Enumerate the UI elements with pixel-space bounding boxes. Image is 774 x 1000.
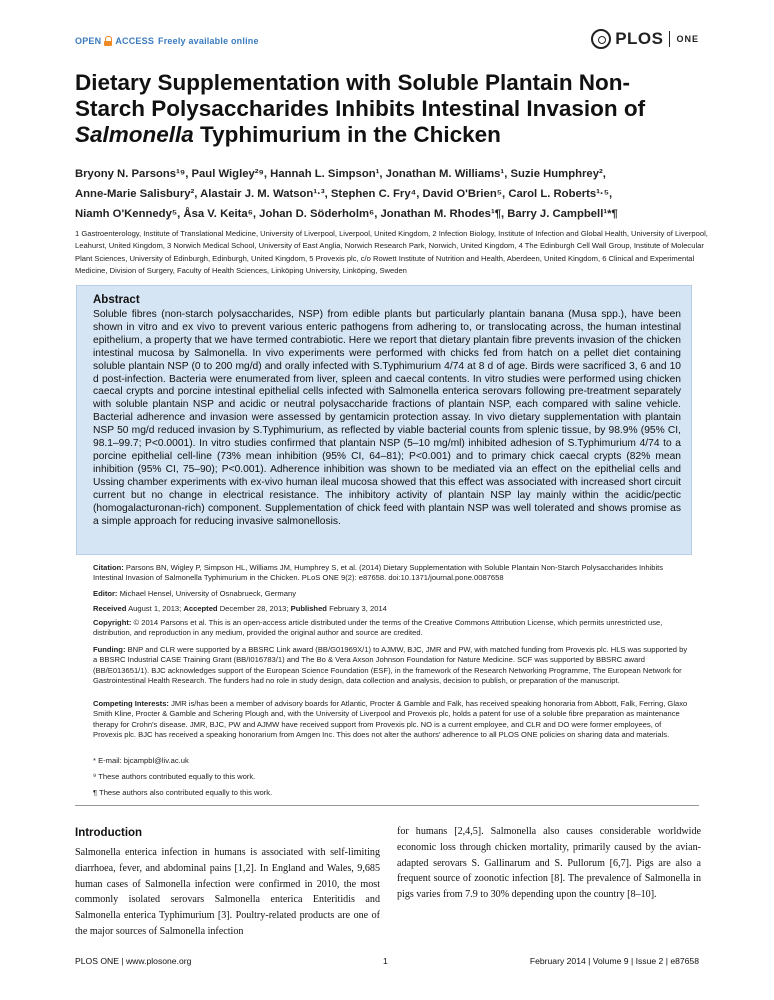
footer-issue: February 2014 | Volume 9 | Issue 2 | e87658 <box>529 956 699 966</box>
journal-logo <box>591 29 699 49</box>
author-line-1: Bryony N. Parsons¹⁹, Paul Wigley²⁹, Hannah L. Simpson¹, Jonathan M. Williams¹, Suzie Humphrey², <box>75 168 606 180</box>
published-date: February 3, 2014 <box>329 604 387 613</box>
access-label: ACCESS <box>115 36 155 46</box>
competing-label: Competing Interests: <box>93 699 169 708</box>
title-rest: Typhimurium in the Chicken <box>193 122 501 147</box>
received-label: Received <box>93 604 127 613</box>
affiliations: 1 Gastroenterology, Institute of Translational Medicine, University of Liverpool, Liverpool, United Kingdom, 2 Infection Biology, Institute of Infection and Global Health, University of Liverpool, Leahurst, United Kingdom, 3 Norwich Medical School, University of East Anglia, Norwich Research Park, Norwich, United Kingdom, 4 The Edinburgh Cell Wall Group, Institute of Molecular Plant Sciences, University of Edinburgh, Edinburgh, United Kingdom, 5 Provexis plc, c/o Rowett Institute of Nutrition and Health, Aberdeen, United Kingdom, 6 Clinical and Experimental Medicine, Division of Surgery, Faculty of Health Sciences, Linköping University, Linköping, Sweden <box>75 229 708 275</box>
accepted-date: December 28, 2013; <box>219 604 289 613</box>
plos-logo-icon <box>591 29 611 49</box>
funding-text: BNP and CLR were supported by a BBSRC Link award (BB/G01969X/1) to AJMW, BJC, JMR and PW, with matched funding from Provexis plc. HLS was supported by a BBSRC Industrial CASE Training Grant (BB/I016783/1) and The Bo & Vera Axson Johnson Foundation for Nature Medicine. SCF was supported by BBSRC award (BB/E013651/1). BJC acknowledges support of the European Science Foundation (ESF), in the framework of the Research Networking Programme, The European Network for Gastrointestinal Health Research. The funders had no role in study design, data collection and analysis, decision to publish, or preparation of the manuscript. <box>93 645 688 686</box>
intro-column-2: for humans [2,4,5]. Salmonella also causes considerable worldwide economic loss through chicken mortality, primarily caused by the avian-adapted serovars S. Gallinarum and S. Pullorum [6,7]. Pigs are also a frequent source of zoonotic infection [8]. The prevalence of Salmonella in pigs varies from 7.9 to 30% depending upon the country [8–10]. <box>397 826 701 901</box>
abstract-body: Soluble fibres (non-starch polysaccharides, NSP) from edible plants but particularly plantain banana (Musa spp.), have been shown in vitro and ex vivo to prevent various enteric pathogens from adhering to, or translocating across, the human intestinal epithelium, a property that we have termed contrabiotic. Here we report that dietary plantain fibre prevents invasion of the chicken intestinal mucosa by Salmonella. In vivo experiments were performed with chicks fed from hatch on a pellet diet containing soluble plantain NSP (0 to 200 mg/d) and orally infected with S.Typhimurium 4/74 at 8 d of age. Birds were sacrificed 3, 6 and 10 d post-infection. Bacteria were enumerated from liver, spleen and caecal contents. In vitro studies were performed using chicken caecal crypts and porcine intestinal epithelial cells infected with Salmonella enterica serovars following pre-treatment separately with soluble plantain NSP and acidic or neutral polysaccharide fractions of plantain NSP, each compared with saline vehicle. Bacterial adherence and invasion were assessed by gentamicin protection assay. In vivo dietary supplementation with plantain NSP 50 mg/d reduced invasion by S.Typhimurium, as reflected by viable bacterial counts from splenic tissue, by 98.9% (95% CI, 98.1–99.7; P<0.0001). In vitro studies confirmed that plantain NSP (5–10 mg/ml) inhibited adhesion of S.Typhimurium 4/74 to a porcine epithelial cell-line (73% mean inhibition (95% CI, 64–81); P<0.001) and to primary chick caecal crypts (82% mean inhibition (95% CI, 75–90); P<0.001). Adherence inhibition was shown to be mediated via an effect on the epithelial cells and Ussing chamber experiments with ex-vivo human ileal mucosa showed that this effect was associated with increased short circuit current but no change in electrical resistance. The inhibitory activity of plantain NSP lay mainly within the acidic/pectic (homogalacturonan-rich) component. Supplementation of chick feed with plantain NSP was well tolerated and shows promise as a simple approach for reducing invasive salmonellosis. <box>93 309 681 527</box>
citation-text: Parsons BN, Wigley P, Simpson HL, Williams JM, Humphrey S, et al. (2014) Dietary Supplementation with Soluble Plantain Non-Starch Polysaccharides Inhibits Intestinal Invasion of Salmonella Typhimurium in the Chicken. PLoS ONE 9(2): e87658. doi:10.1371/journal.pone.0087658 <box>93 563 664 583</box>
equal-contribution-1: ⁹ These authors contributed equally to this work. <box>93 772 256 781</box>
competing-interests <box>93 699 689 741</box>
copyright-text: © 2014 Parsons et al. This is an open-access article distributed under the terms of the Creative Commons Attribution License, which permits unrestricted use, distribution, and reproduction in any medium, provided the original author and source are credited. <box>93 618 663 638</box>
journal-suffix: ONE <box>676 34 699 44</box>
editor-label: Editor: <box>93 589 118 598</box>
editor-text: Michael Hensel, University of Osnabrueck, Germany <box>119 589 297 598</box>
equal-contribution-2: ¶ These authors also contributed equally to this work. <box>93 788 273 797</box>
citation-label: Citation: <box>93 563 124 572</box>
footer-journal: PLOS ONE | www.plosone.org <box>75 956 192 966</box>
introduction-heading: Introduction <box>75 827 143 839</box>
citation <box>93 563 689 584</box>
abstract-heading: Abstract <box>93 294 140 306</box>
title-line-1: Dietary Supplementation with Soluble Plantain Non- <box>75 70 631 95</box>
title-italic: Salmonella <box>75 122 194 147</box>
copyright-label: Copyright: <box>93 618 132 627</box>
funding-label: Funding: <box>93 645 126 654</box>
journal-logo-text: PLOS <box>615 29 664 48</box>
competing-text: JMR is/has been a member of advisory boards for Atlantic, Procter & Gamble and Falk, has received speaking honoraria from Abbott, Falk, Ferring, Glaxo Smith Kline, Procter & Gamble and Schering Plough and, with the University of Liverpool and Provexis plc, holds a patent for use of a soluble fibre preparation as maintenance therapy for Crohn's disease. JMR, BJC, PW and AJMW have received support from Provexis plc. NO is a current employee, and CLR and DO were former employees, of Provexis plc. BJC has received a speaking honorarium from Amgen Inc. This does not alter the authors' adherence to all PLOS ONE policies on sharing data and materials. <box>93 699 688 740</box>
accepted-label: Accepted <box>183 604 218 613</box>
published-label: Published <box>290 604 327 613</box>
received-date: August 1, 2013; <box>128 604 182 613</box>
article-title <box>75 70 705 148</box>
logo-divider <box>669 31 670 47</box>
editor <box>93 589 689 599</box>
copyright <box>93 618 689 639</box>
section-divider <box>75 805 699 806</box>
intro-column-1: Salmonella enterica infection in humans is associated with self-limiting diarrhoea, fever, and abdominal pains [1,2]. In England and Wales, 9,685 human cases of Salmonella infection were confirmed in 2010, the most commonly isolated serovars Salmonella enterica Enteritidis and Salmonella enterica Typhimurium [3]. Poultry-related products are one of the major sources of Salmonella infection <box>75 847 380 937</box>
freely-available-label: Freely available online <box>158 36 259 46</box>
author-line-2: Anne-Marie Salisbury², Alastair J. M. Watson¹·³, Stephen C. Fry⁴, David O'Brien⁵, Carol L. Roberts¹·⁵, <box>75 188 613 200</box>
open-access-lock-icon <box>104 36 112 46</box>
open-label: OPEN <box>75 36 102 46</box>
dates <box>93 604 689 614</box>
title-line-2: Starch Polysaccharides Inhibits Intestinal Invasion of <box>75 96 646 121</box>
author-line-3: Niamh O'Kennedy⁵, Åsa V. Keita⁶, Johan D. Söderholm⁶, Jonathan M. Rhodes¹¶, Barry J. Campbell¹*¶ <box>75 208 618 220</box>
open-access-banner <box>75 36 259 46</box>
corresponding-email[interactable]: * E-mail: bjcampbl@liv.ac.uk <box>93 756 189 765</box>
title-line-3 <box>75 122 705 148</box>
author-list <box>75 164 715 224</box>
page-number: 1 <box>383 956 388 966</box>
funding <box>93 645 689 687</box>
